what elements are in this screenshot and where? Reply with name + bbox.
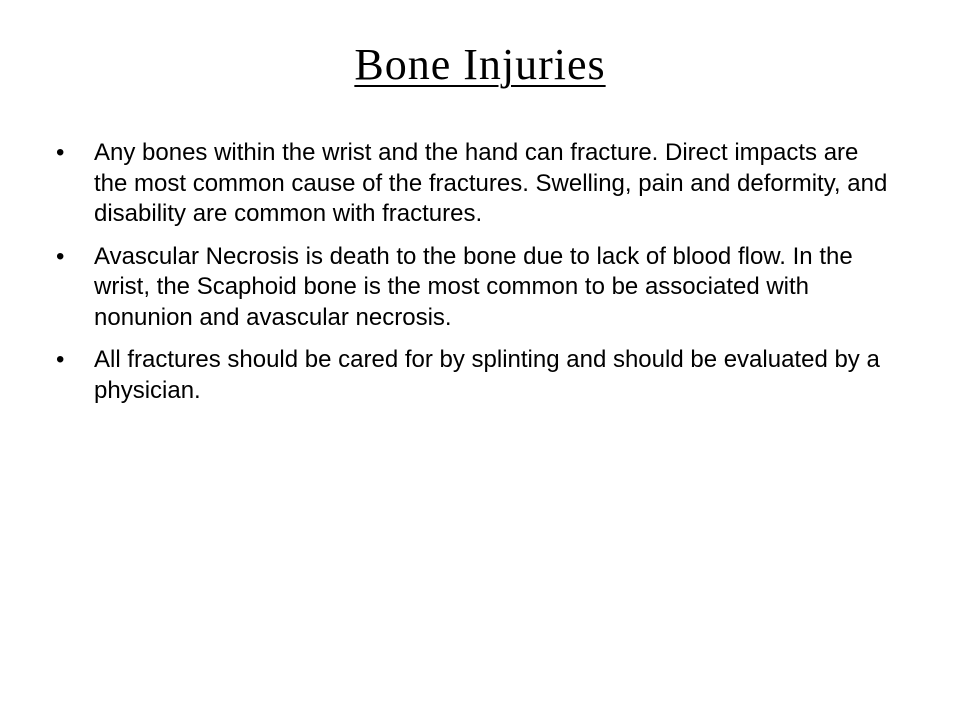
slide-title xyxy=(0,38,960,92)
bullet-icon: • xyxy=(56,346,65,373)
bullet-text: Any bones within the wrist and the hand can fracture. Direct impacts are the most common cause of the fractures. Swelling, pain and deformity, and disability are common with fractures. xyxy=(94,139,888,227)
bullet-text: Avascular Necrosis is death to the bone due to lack of blood flow. In the wrist, the Scaphoid bone is the most common to be associated with nonunion and avascular necrosis. xyxy=(94,242,853,331)
bullet-icon: • xyxy=(56,242,65,270)
bullet-item xyxy=(56,345,896,406)
bullet-icon: • xyxy=(56,139,65,166)
bullet-item xyxy=(56,242,896,334)
slide-title-text: Bone Injuries xyxy=(354,40,606,89)
bullet-list xyxy=(56,138,896,418)
bullet-item xyxy=(56,138,896,230)
bullet-text: All fractures should be cared for by splinting and should be evaluated by a physician. xyxy=(94,346,880,404)
